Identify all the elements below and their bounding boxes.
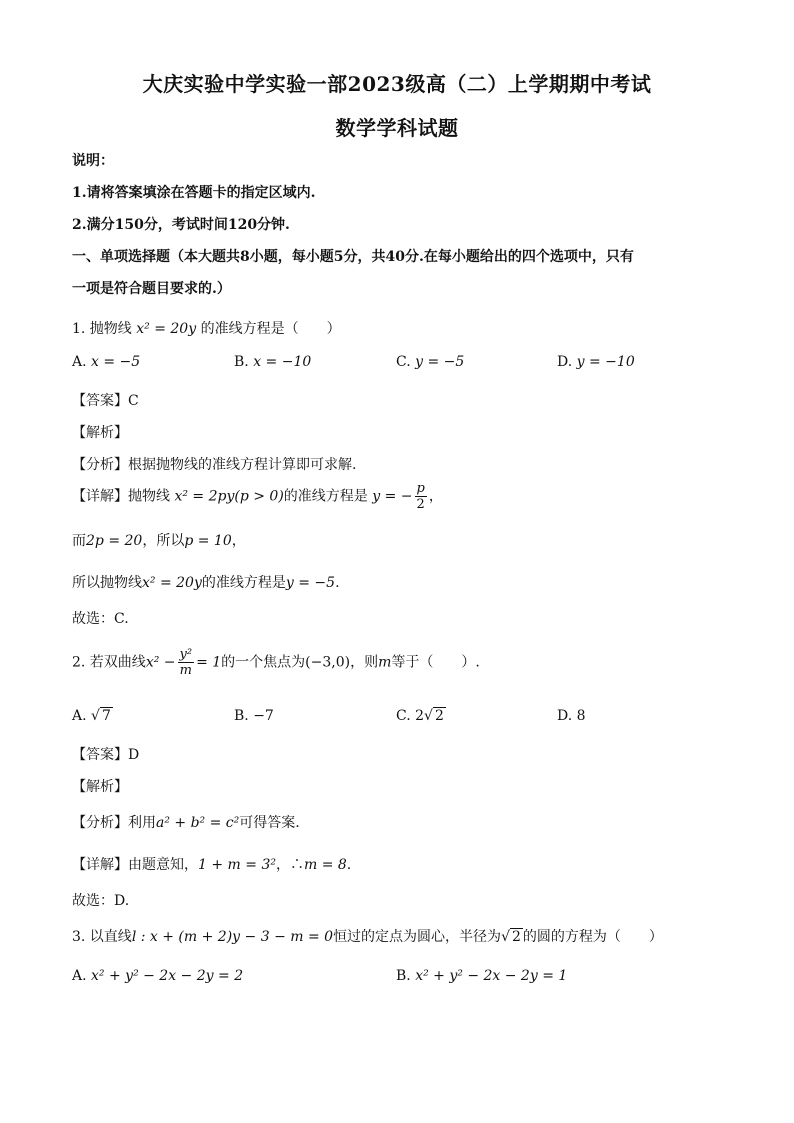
- q2-variable: m: [378, 654, 392, 671]
- detail-text: .: [346, 857, 352, 873]
- fenxi-tag: 【分析】: [72, 815, 128, 831]
- q1-answer: [72, 390, 139, 410]
- q2-analysis-tag: 【解析】: [72, 779, 128, 795]
- answer-value: D: [128, 747, 140, 763]
- q2-fenxi: [72, 812, 300, 832]
- q1-prefix: 1. 抛物线: [72, 321, 132, 337]
- q2-equation: x² −: [145, 654, 176, 671]
- q1-detail-line-3: [72, 572, 340, 592]
- detail-tag: 【详解】: [72, 488, 128, 505]
- q2-choose: 故选：D.: [72, 893, 130, 909]
- option-text: x = −5: [91, 354, 141, 370]
- answer-tag: 【答案】: [72, 393, 128, 409]
- sqrt: √ 2: [501, 929, 521, 945]
- q3-option-a: [72, 968, 243, 984]
- fenxi-equation: a² + b² = c²: [156, 815, 240, 831]
- answer-value: C: [128, 393, 139, 409]
- detail-text: .: [335, 575, 340, 591]
- fraction: [178, 648, 195, 677]
- q1-option-c: [396, 354, 464, 370]
- fraction-numerator: y²: [179, 647, 193, 662]
- detail-text: 的准线方程是: [283, 488, 368, 505]
- q2-suffix-2: 等于（ ）.: [391, 654, 480, 671]
- q1-option-d: [557, 354, 635, 370]
- detail-text: ，: [428, 488, 443, 505]
- answer-tag: 【答案】: [72, 747, 128, 763]
- q3-prefix: 3. 以直线: [72, 929, 132, 945]
- q1-choose: 故选：C.: [72, 611, 129, 627]
- option-text: x² + y² − 2x − 2y = 2: [91, 968, 244, 984]
- fenxi-text: 利用: [128, 815, 156, 831]
- fraction-denominator: m: [179, 663, 192, 678]
- detail-equation: m = 8: [303, 857, 347, 873]
- option-text: x = −10: [253, 354, 312, 370]
- q2-option-a: [72, 708, 113, 724]
- option-label: C.: [396, 708, 411, 724]
- fenxi-tag: 【分析】: [72, 457, 128, 473]
- question-1-stem: [72, 318, 341, 338]
- detail-equation: p = 10: [184, 533, 232, 549]
- option-label: D.: [557, 708, 573, 724]
- q2-option-c: [396, 708, 446, 724]
- option-label: A.: [72, 968, 87, 984]
- q2-prefix: 2. 若双曲线: [72, 654, 146, 671]
- option-text: y = −5: [415, 354, 465, 370]
- detail-equation: 1 + m = 3²: [198, 857, 276, 873]
- detail-equation: 2p = 20: [86, 533, 143, 549]
- q1-suffix: 的准线方程是（ ）: [200, 321, 341, 337]
- fraction: [415, 482, 427, 511]
- option-label: C.: [396, 354, 411, 370]
- q1-equation: x² = 20y: [136, 321, 197, 337]
- detail-equation: y = −: [372, 488, 413, 505]
- q2-answer: [72, 744, 139, 764]
- q3-mid: 恒过的定点为圆心，半径为: [333, 929, 502, 945]
- question-3-stem: [72, 926, 663, 946]
- radicand: 7: [101, 708, 111, 724]
- q2-suffix: ，则: [350, 654, 379, 671]
- radicand: 2: [434, 708, 444, 724]
- q1-option-a: [72, 354, 140, 370]
- detail-text: 所以抛物线: [72, 575, 142, 591]
- sqrt: √ 2: [424, 708, 444, 724]
- q2-detail: [72, 854, 351, 874]
- detail-text: ，: [231, 533, 246, 549]
- q2-option-d: [557, 708, 586, 724]
- instruction-item-2: 2.满分150分，考试时间120分钟.: [72, 217, 290, 233]
- question-2-stem: [72, 648, 480, 677]
- q3-suffix: 的圆的方程为（ ）: [522, 929, 663, 945]
- fenxi-text: 根据抛物线的准线方程计算即可求解.: [128, 457, 357, 473]
- option-label: D.: [557, 354, 573, 370]
- q2-point: (−3,0): [305, 654, 351, 671]
- q2-option-b: [234, 708, 274, 724]
- option-label: B.: [234, 708, 249, 724]
- exam-subtitle: 数学学科试题: [335, 116, 459, 140]
- q1-detail-line-2: [72, 530, 246, 550]
- detail-text: 而: [72, 533, 86, 549]
- q2-equation-rhs: = 1: [196, 654, 222, 671]
- detail-equation: y = −5: [285, 575, 336, 591]
- q1-option-b: [234, 354, 311, 370]
- sqrt: √ 7: [91, 708, 111, 724]
- q3-equation: l : x + (m + 2)y − 3 − m = 0: [131, 929, 334, 945]
- q1-fenxi: [72, 454, 356, 474]
- fenxi-text: 可得答案.: [239, 815, 300, 831]
- detail-text: 抛物线: [128, 488, 170, 505]
- detail-text: ，所以: [142, 533, 185, 549]
- section-heading-line-2: 一项是符合题目要求的.）: [72, 281, 231, 297]
- option-text: x² + y² − 2x − 2y = 1: [415, 968, 568, 984]
- instructions-label: 说明：: [72, 153, 114, 169]
- option-label: A.: [72, 354, 87, 370]
- q3-option-b: [396, 968, 567, 984]
- section-heading-line-1: 一、单项选择题（本大题共8小题，每小题5分，共40分.在每小题给出的四个选项中，只有: [72, 249, 634, 265]
- q2-mid: 的一个焦点为: [221, 654, 306, 671]
- exam-title: 大庆实验中学实验一部2023级高（二）上学期期中考试: [142, 72, 652, 96]
- option-text: −7: [253, 708, 274, 724]
- detail-equation: x² = 2py(p > 0): [174, 488, 284, 505]
- option-text: y = −10: [576, 354, 635, 370]
- detail-equation: x² = 20y: [142, 575, 202, 591]
- detail-text: ，∴: [275, 857, 304, 873]
- coefficient: 2: [415, 708, 425, 724]
- detail-text: 由题意知，: [128, 857, 198, 873]
- option-label: B.: [396, 968, 411, 984]
- q1-detail: [72, 482, 443, 511]
- option-label: A.: [72, 708, 87, 724]
- radicand: 2: [511, 929, 521, 945]
- q1-analysis-tag: 【解析】: [72, 425, 128, 441]
- instruction-item-1: 1.请将答案填涂在答题卡的指定区域内.: [72, 185, 316, 201]
- fraction-numerator: p: [416, 481, 425, 496]
- option-label: B.: [234, 354, 249, 370]
- fraction-denominator: 2: [416, 497, 425, 512]
- detail-text: 的准线方程是: [201, 575, 286, 591]
- detail-tag: 【详解】: [72, 857, 128, 873]
- option-text: 8: [576, 708, 586, 724]
